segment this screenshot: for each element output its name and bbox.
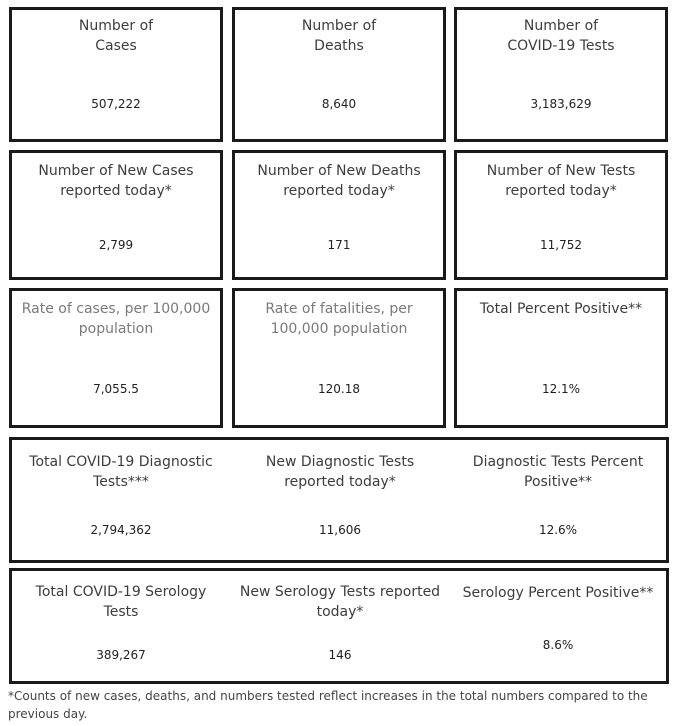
card-value: 8,640: [321, 97, 357, 111]
card-number-of-tests: [454, 7, 668, 142]
card-new-cases: [9, 150, 223, 280]
card-label: Total COVID-19 Serology Tests: [35, 584, 207, 620]
card-number-of-deaths: [232, 7, 446, 142]
card-label: Diagnostic Tests Percent Positive**: [472, 454, 644, 490]
card-label: Total COVID-19 Diagnostic Tests***: [29, 454, 213, 490]
card-label: Number of New Cases reported today*: [38, 163, 194, 199]
card-rate-of-fatalities: [232, 288, 446, 428]
card-value: 120.18: [318, 382, 360, 396]
diagnostic-tests-panel: [9, 437, 669, 563]
card-value: 11,606: [319, 523, 361, 537]
card-label: Number of New Deaths reported today*: [257, 163, 421, 199]
card-new-tests: [454, 150, 668, 280]
card-label: Number of Cases: [78, 18, 154, 54]
card-value: 171: [327, 238, 351, 252]
footnote: *Counts of new cases, deaths, and numbers tested reflect increases in the total numbers compared to the previous day.: [8, 689, 648, 721]
card-label: New Diagnostic Tests reported today*: [265, 454, 415, 490]
card-value: 11,752: [540, 238, 582, 252]
card-label: Number of New Tests reported today*: [486, 163, 636, 199]
card-label: Total Percent Positive**: [479, 301, 643, 317]
card-value: 146: [328, 648, 352, 662]
card-new-deaths: [232, 150, 446, 280]
card-value: 507,222: [91, 97, 141, 111]
card-value: 3,183,629: [530, 97, 592, 111]
diagnostic-percent-cell: [450, 440, 666, 560]
serology-tests-panel: [9, 568, 669, 684]
diagnostic-new-cell: [230, 440, 450, 560]
card-value: 389,267: [96, 648, 146, 662]
card-label: New Serology Tests reported today*: [239, 584, 441, 620]
card-label: Rate of fatalities, per 100,000 population: [265, 301, 413, 337]
card-number-of-cases: [9, 7, 223, 142]
card-value: 12.1%: [541, 382, 581, 396]
card-label: Serology Percent Positive**: [462, 585, 654, 601]
card-label: Number of Deaths: [301, 18, 377, 54]
card-value: 2,794,362: [90, 523, 152, 537]
serology-total-cell: [12, 571, 230, 681]
card-value: 7,055.5: [93, 382, 139, 396]
card-value: 8.6%: [542, 638, 574, 652]
card-rate-of-cases: [9, 288, 223, 428]
card-value: 12.6%: [538, 523, 578, 537]
card-value: 2,799: [98, 238, 134, 252]
card-label: Rate of cases, per 100,000 population: [21, 301, 211, 337]
card-label: Number of COVID-19 Tests: [507, 18, 615, 54]
card-total-percent-positive: [454, 288, 668, 428]
serology-new-cell: [230, 571, 450, 681]
diagnostic-total-cell: [12, 440, 230, 560]
serology-percent-cell: [450, 571, 666, 681]
